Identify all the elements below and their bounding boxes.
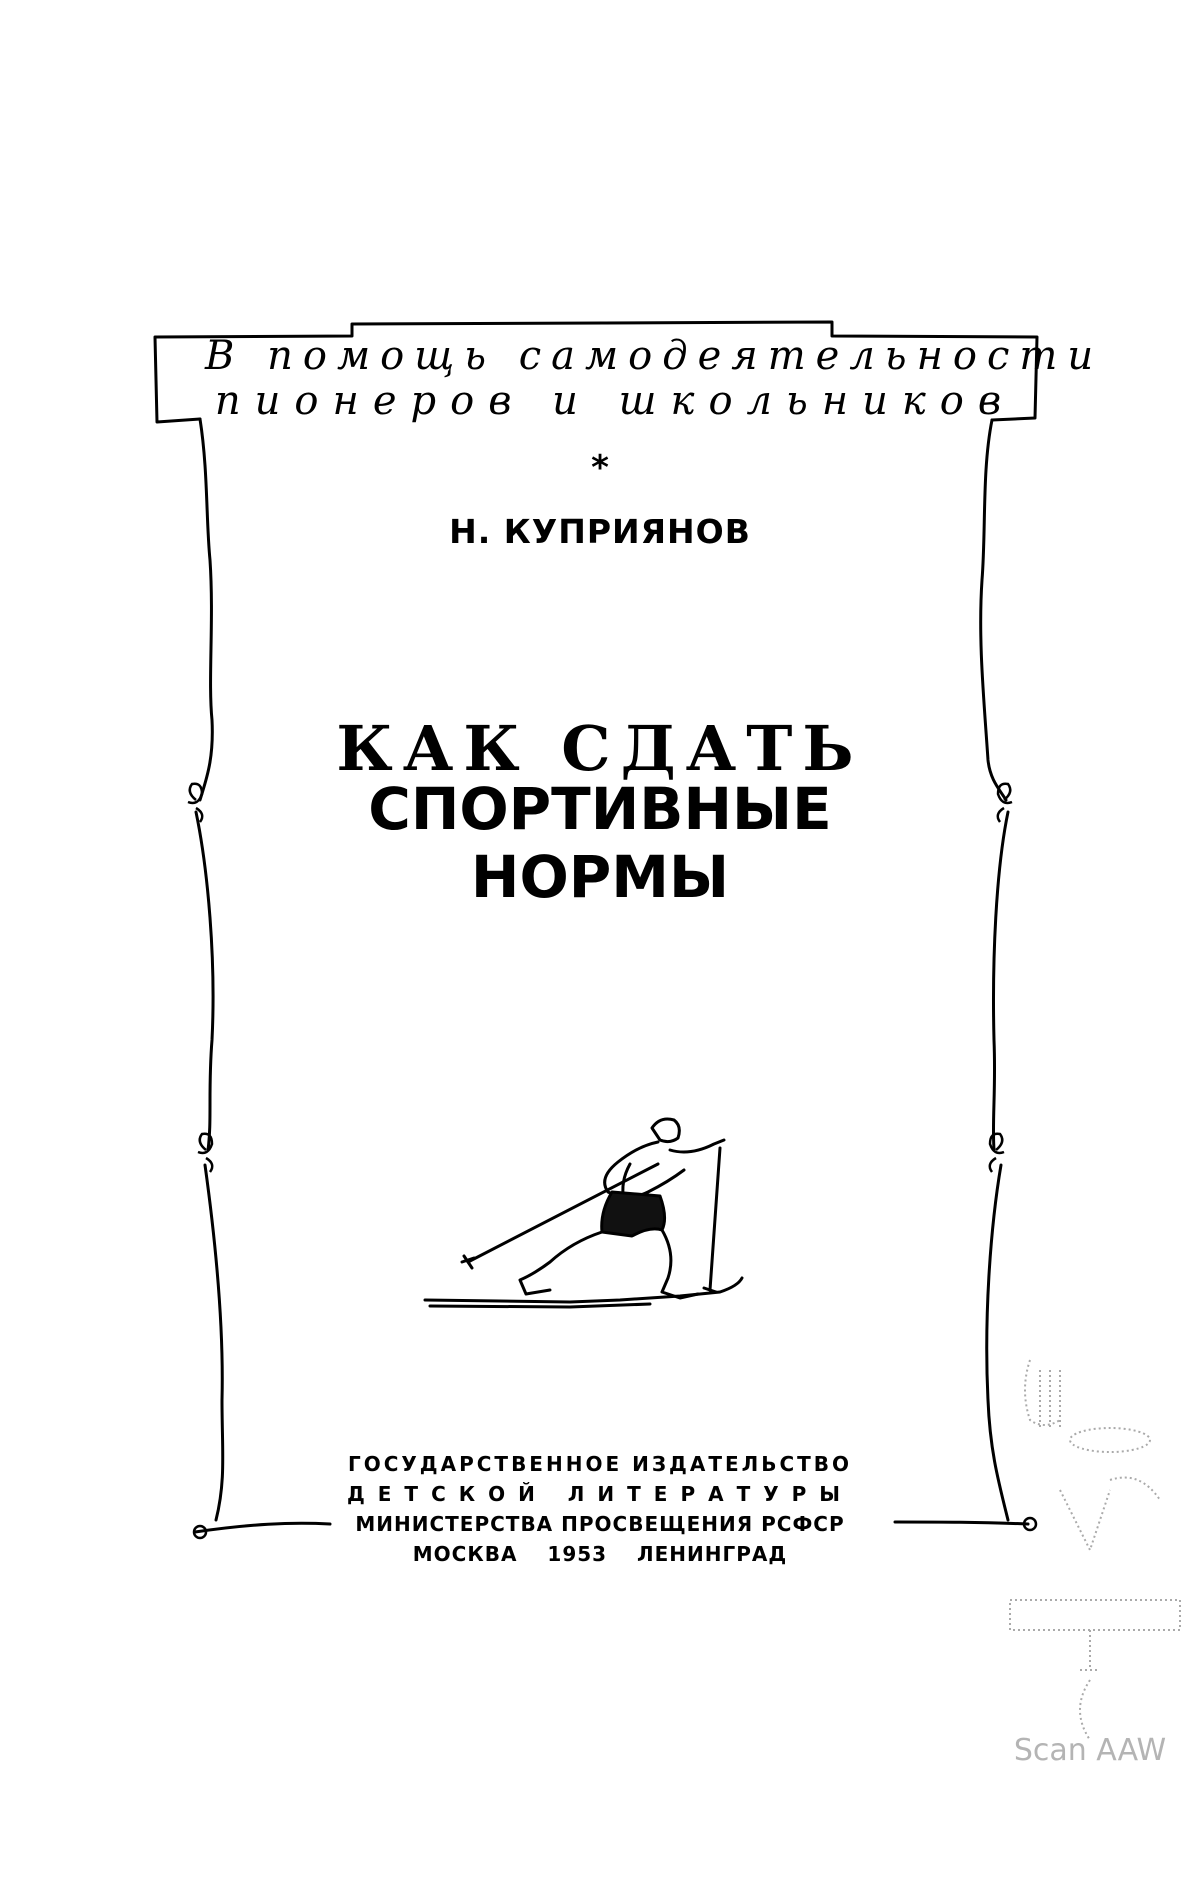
skier-illustration [420, 1110, 800, 1330]
series-title-line-1: В помощь самодеятельности [205, 333, 1104, 379]
asterisk-ornament: * [591, 448, 609, 488]
book-title-line-3: НОРМЫ [470, 843, 730, 911]
stamp-text: Scan AAW [1013, 1733, 1167, 1768]
book-title-line-2: СПОРТИВНЫЕ [368, 775, 832, 843]
book-title-line-1: КАК СДАТЬ [336, 712, 864, 785]
publisher-line-2: ДЕТСКОЙ ЛИТЕРАТУРЫ [346, 1482, 854, 1506]
series-title-line-2: пионеров и школьников [214, 378, 1016, 424]
publisher-line-1: ГОСУДАРСТВЕННОЕ ИЗДАТЕЛЬСТВО [347, 1452, 853, 1476]
scan-stamp-watermark [990, 1340, 1190, 1800]
publisher-imprint-city-year: МОСКВА 1953 ЛЕНИНГРАД [412, 1542, 788, 1566]
publisher-line-3: МИНИСТЕРСТВА ПРОСВЕЩЕНИЯ РСФСР [355, 1512, 845, 1536]
author-name: Н. КУПРИЯНОВ [449, 512, 751, 551]
